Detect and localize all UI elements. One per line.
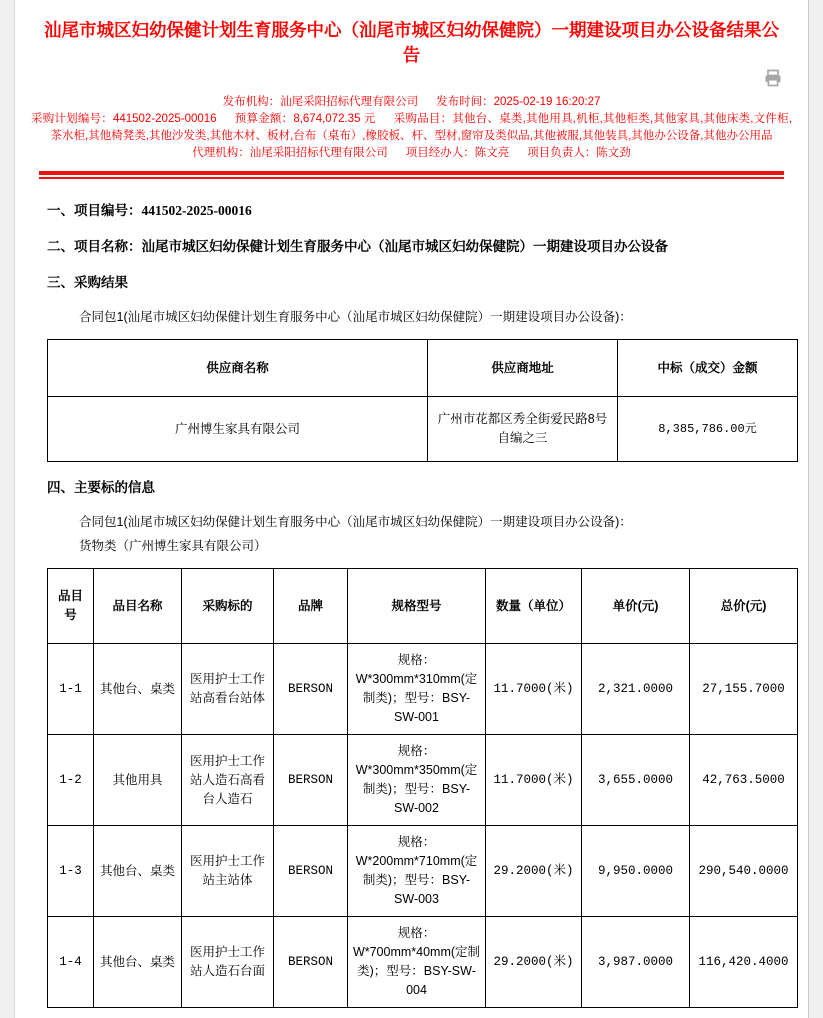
cell-unit-price: 3,655.0000 — [582, 735, 690, 826]
cell-item-no: 1-2 — [48, 735, 94, 826]
goods-category: 货物类（广州博生家具有限公司） — [79, 539, 267, 553]
col-procurement-subject: 采购标的 — [182, 569, 274, 644]
col-award-amount: 中标（成交）金额 — [618, 340, 798, 397]
cell-item-no: 1-4 — [48, 917, 94, 1008]
table-row — [48, 644, 798, 735]
table-header-row — [48, 340, 798, 397]
officer-label: 项目经办人： — [405, 147, 475, 159]
cell-unit-price: 2,321.0000 — [582, 644, 690, 735]
col-total-price: 总价(元) — [690, 569, 798, 644]
cell-procurement-subject: 医用护士工作站人造石台面 — [182, 917, 274, 1008]
cell-brand: BERSON — [274, 644, 348, 735]
cell-total-price: 116,420.4000 — [690, 917, 798, 1008]
publisher-label: 发布机构： — [222, 96, 281, 108]
cell-spec-model: 规格：W*700mm*40mm(定制类)；型号：BSY-SW-004 — [348, 917, 486, 1008]
supplier-table — [47, 339, 798, 462]
manager-value: 陈文劲 — [596, 147, 631, 159]
col-item-no: 品目号 — [48, 569, 94, 644]
agency-label: 代理机构： — [192, 147, 250, 159]
printer-icon[interactable] — [762, 68, 784, 88]
contract-package-1-result: 合同包1(汕尾市城区妇幼保健计划生育服务中心（汕尾市城区妇幼保健院）一期建设项目办公设备)： — [79, 310, 632, 324]
meta-line-agency — [31, 145, 792, 162]
table-row — [48, 397, 798, 462]
col-unit-price: 单价(元) — [582, 569, 690, 644]
budget-label: 预算金额： — [234, 113, 294, 125]
table-row — [48, 917, 798, 1008]
publish-time-label: 发布时间： — [436, 96, 494, 108]
purchase-items-value: 其他台、桌类,其他用具,机柜,其他柜类,其他家具,其他床类,文件柜,茶水柜,其他椅凳类,其他沙发类,其他木材、板材,台布（桌布）,橡胶板、杆、型材,窗帘及类似品,其他被服,其他装具,其他办公设备,其他办公用品 — [50, 113, 793, 142]
document-meta — [21, 94, 802, 162]
table-row — [48, 735, 798, 826]
manager-label: 项目负责人： — [527, 147, 597, 159]
contract-package-1-subject: 合同包1(汕尾市城区妇幼保健计划生育服务中心（汕尾市城区妇幼保健院）一期建设项目办公设备)： — [79, 515, 632, 529]
budget-value: 8,674,072.35 元 — [293, 113, 376, 125]
cell-item-no: 1-1 — [48, 644, 94, 735]
meta-line-plan — [31, 111, 792, 145]
publisher-value: 汕尾采阳招标代理有限公司 — [280, 96, 419, 108]
col-supplier-name: 供应商名称 — [48, 340, 428, 397]
cell-quantity-unit: 11.7000(米) — [486, 644, 582, 735]
table-header-row — [48, 569, 798, 644]
col-brand: 品牌 — [274, 569, 348, 644]
plan-no-label: 采购计划编号： — [31, 113, 113, 125]
cell-award-amount: 8,385,786.00元 — [618, 397, 798, 462]
page-title: 汕尾市城区妇幼保健计划生育服务中心（汕尾市城区妇幼保健院）一期建设项目办公设备结果公告 — [44, 20, 779, 65]
cell-supplier-name: 广州博生家具有限公司 — [48, 397, 428, 462]
cell-item-category: 其他用具 — [94, 735, 182, 826]
cell-quantity-unit: 29.2000(米) — [486, 826, 582, 917]
cell-item-category: 其他台、桌类 — [94, 826, 182, 917]
meta-line-publisher — [31, 94, 792, 111]
col-quantity-unit: 数量（单位） — [486, 569, 582, 644]
cell-unit-price: 9,950.0000 — [582, 826, 690, 917]
section-procurement-result: 三、采购结果 — [47, 275, 128, 290]
plan-no-value: 441502-2025-00016 — [112, 113, 217, 125]
section-main-subject-info: 四、主要标的信息 — [47, 480, 155, 495]
cell-spec-model: 规格：W*200mm*710mm(定制类)；型号：BSY-SW-003 — [348, 826, 486, 917]
page-left-gutter — [0, 0, 14, 1015]
cell-unit-price: 3,987.0000 — [582, 917, 690, 1008]
cell-total-price: 27,155.7000 — [690, 644, 798, 735]
print-row — [21, 68, 802, 94]
header-divider — [39, 171, 784, 179]
table-row — [48, 826, 798, 917]
document-header — [15, 0, 808, 179]
cell-spec-model: 规格：W*300mm*350mm(定制类)；型号：BSY-SW-002 — [348, 735, 486, 826]
cell-spec-model: 规格：W*300mm*310mm(定制类)；型号：BSY-SW-001 — [348, 644, 486, 735]
cell-quantity-unit: 29.2000(米) — [486, 917, 582, 1008]
officer-value: 陈文亮 — [474, 147, 510, 159]
cell-item-category: 其他台、桌类 — [94, 917, 182, 1008]
document-body — [15, 179, 808, 1018]
cell-item-category: 其他台、桌类 — [94, 644, 182, 735]
cell-procurement-subject: 医用护士工作站主站体 — [182, 826, 274, 917]
cell-brand: BERSON — [274, 735, 348, 826]
cell-total-price: 290,540.0000 — [690, 826, 798, 917]
col-spec-model: 规格型号 — [348, 569, 486, 644]
section-project-name: 二、项目名称：汕尾市城区妇幼保健计划生育服务中心（汕尾市城区妇幼保健院）一期建设项目办公设备 — [47, 239, 668, 254]
cell-brand: BERSON — [274, 917, 348, 1008]
agency-value: 汕尾采阳招标代理有限公司 — [249, 147, 388, 159]
col-item-category: 品目名称 — [94, 569, 182, 644]
cell-procurement-subject: 医用护士工作站高看台站体 — [182, 644, 274, 735]
col-supplier-address: 供应商地址 — [428, 340, 618, 397]
items-table — [47, 568, 798, 1008]
cell-quantity-unit: 11.7000(米) — [486, 735, 582, 826]
publish-time-value: 2025-02-19 16:20:27 — [493, 96, 601, 108]
cell-brand: BERSON — [274, 826, 348, 917]
cell-supplier-address: 广州市花都区秀全街爱民路8号自编之三 — [428, 397, 618, 462]
document-page — [14, 0, 809, 1018]
purchase-items-label: 采购品目： — [393, 113, 453, 125]
cell-procurement-subject: 医用护士工作站人造石高看台人造石 — [182, 735, 274, 826]
section-project-number: 一、项目编号：441502-2025-00016 — [47, 203, 252, 218]
cell-total-price: 42,763.5000 — [690, 735, 798, 826]
items-table-body — [48, 644, 798, 1008]
cell-item-no: 1-3 — [48, 826, 94, 917]
